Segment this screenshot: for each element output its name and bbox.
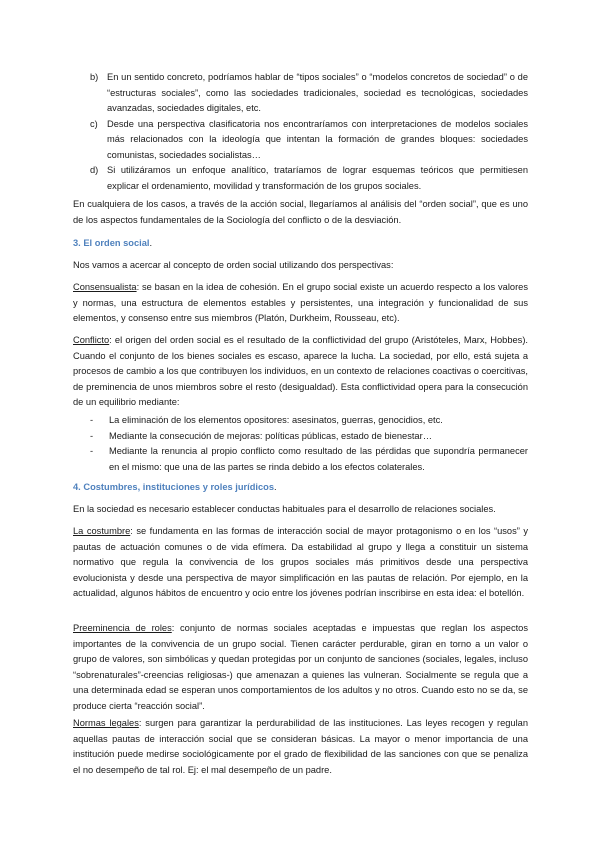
list-item-text: Si utilizáramos un enfoque analítico, trataríamos de lograr esquemas teóricos que permitiesen explicar el ordenamiento, movilidad y transformación de los grupos sociales.	[107, 165, 528, 191]
list-marker: -	[90, 430, 94, 441]
paragraph-text: : surgen para garantizar la perdurabilidad de las instituciones. Las leyes recogen y regulan aquellas pautas de interacción social que se consideran básicas. La mayor o menor importancia de una institución puede medirse sociológicamente por el grado de flexibilidad de las sanciones con que se penaliza el no desempeño de tal rol. Ej: el mal desempeño de un padre.	[73, 718, 528, 775]
list-item-text: En un sentido concreto, podríamos hablar de “tipos sociales” o “modelos concretos de sociedad” o de “estructuras sociales”, como las sociedades tradicionales, sociedad es tecnológicas, sociedades avanzadas, sociedades digitales, etc.	[107, 72, 528, 113]
list-marker: -	[90, 415, 94, 425]
list-item	[90, 444, 528, 475]
paragraph-normas	[73, 716, 528, 778]
paragraph-text: : el origen del orden social es el resultado de la conflictividad del grupo (Aristóteles, Marx, Hobbes). Cuando el conjunto de los bienes sociales es escaso, aparece la lucha. La sociedad, por ello, está sujeta a procesos de cambio a los que contribuyen los individuos, en un contexto de relaciones coactivas o coercitivas, de preminencia de unos miembros sobre el resto (desigualdad). Esta conflictividad opera para la consecución de un equilibrio mediante:	[73, 335, 528, 407]
paragraph-costumbre	[73, 524, 528, 602]
list-item-text: La eliminación de los elementos opositores: asesinatos, guerras, genocidios, etc.	[109, 415, 443, 425]
section-title: Costumbres, instituciones y roles jurídicos	[83, 482, 274, 492]
paragraph-consensualista	[73, 280, 528, 327]
paragraph-preeminencia	[73, 621, 528, 714]
term-costumbre: La costumbre	[73, 526, 131, 536]
list-item	[90, 413, 528, 429]
paragraph-conflicto	[73, 333, 528, 411]
section-trail: .	[149, 238, 153, 248]
paragraph-perspectives: Nos vamos a acercar al concepto de orden social utilizando dos perspectivas:	[73, 260, 394, 270]
term-conflicto: Conflicto	[73, 335, 110, 345]
list-item	[90, 429, 528, 445]
list-marker: c)	[90, 118, 98, 129]
list-item-text: Desde una perspectiva clasificatoria nos encontraríamos con interpretaciones de modelos sociales más relacionados con la ideología que intentan la formación de grandes bloques: sociedades comunistas, sociedades socialistas…	[107, 118, 528, 160]
list-item	[90, 117, 528, 164]
term-consensualista: Consensualista	[73, 282, 137, 292]
list-item	[90, 163, 528, 194]
list-marker: b)	[90, 72, 99, 82]
section-heading-4	[73, 480, 277, 496]
paragraph-text: : se basan en la idea de cohesión. En el grupo social existe un acuerdo respecto a los valores y normas, una estructura de elementos estables y persistentes, una integración y funcionalidad de sus elementos, y consenso entre sus miembros (Platón, Durkheim, Rousseau, etc).	[73, 282, 528, 323]
section-trail: .	[274, 482, 277, 492]
section-heading-3	[73, 236, 152, 252]
term-normas: Normas legales	[73, 718, 139, 728]
list-item-text: Mediante la consecución de mejoras: políticas públicas, estado de bienestar…	[109, 430, 432, 441]
list-marker: d)	[90, 165, 99, 175]
list-item-text: Mediante la renuncia al propio conflicto como resultado de las pérdidas que supondría permanecer en el mismo: que una de las partes se rinda debido a los efectos colaterales.	[109, 446, 528, 472]
paragraph-intro: En cualquiera de los casos, a través de la acción social, llegaríamos al análisis del “orden social”, que es uno de los aspectos fundamentales de la Sociología del conflicto o de la desviación.	[73, 199, 528, 225]
paragraph-text: : conjunto de normas sociales aceptadas e impuestas que reglan los aspectos importantes de la convivencia de un grupo social. Tienen carácter perdurable, giran en torno a un valor o grupo de valores, son simbólicas y quedan protegidas por un conjunto de sanciones (sociales, legales, incluso “sobrenaturales”-creencias religiosas-) que amenazan a quienes las vulneran. Socialmente se regula que a una determinada edad se esperan unos comportamientos de los adultos y no otros. Cuando esto no se da, se produce cierta “reacción social”.	[73, 623, 529, 711]
paragraph-text: : se fundamenta en las formas de interacción social de mayor protagonismo o en los “usos” y pautas de actuación comunes o de vida efímera. Da estabilidad al grupo y llega a constituir un sistema normativo que regula la convivencia de los grupos sociales más primitivos desde una perspectiva evolucionista y desde una perspectiva de mayor simplificación en las pautas de relación. Por ejemplo, en la actualidad, algunos hábitos de encuentro y ocio entre los jóvenes podrían inscribirse en esta idea: el botellón.	[73, 526, 529, 598]
section-number: 4.	[73, 482, 81, 492]
section-title: El orden social	[83, 238, 150, 248]
section-number: 3.	[73, 238, 81, 248]
term-preeminencia: Preeminencia de roles	[73, 623, 172, 633]
lettered-list	[90, 70, 528, 194]
paragraph-sociedad: En la sociedad es necesario establecer conductas habituales para el desarrollo de relaciones sociales.	[73, 504, 496, 514]
list-marker: -	[90, 446, 94, 456]
list-item	[90, 70, 528, 117]
dash-list	[90, 413, 528, 475]
